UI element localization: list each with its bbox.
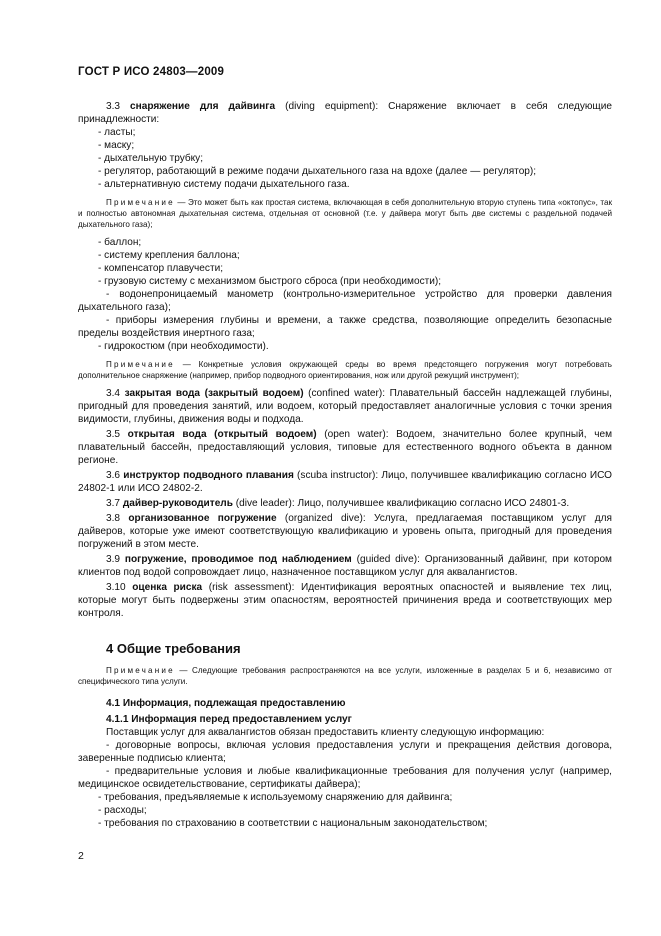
definition-3-10 bbox=[78, 581, 612, 620]
list-item: - предварительные условия и любые квалификационные требования для получения услуг (например, медицинское освидетельствование, сертификаты дайвера); bbox=[78, 766, 612, 790]
note-text: — Это может быть как простая система, включающая в себя дополнительную вторую ступень типа «октопус», так и полностью автономная дыхательная система, отдельная от основной (т.е. у дайвера могут быть две системы с раздельной подачей дыхательного газа); bbox=[78, 198, 612, 229]
list-item: - маску; bbox=[98, 140, 135, 151]
list-item: - договорные вопросы, включая условия предоставления услуги и прекращения действия договора, заверенные подписью клиента; bbox=[78, 740, 612, 764]
list-item: - требования, предъявляемые к используемому снаряжению для дайвинга; bbox=[98, 792, 453, 803]
def-english: (confined water) bbox=[308, 388, 383, 399]
subsection-4-1-1-title: 4.1.1 Информация перед предоставлением услуг bbox=[106, 714, 352, 725]
def-english: (guided dive) bbox=[356, 554, 418, 565]
list-item: - приборы измерения глубины и времени, а также средства, позволяющие определить безопасные пределы воздействия инертного газа; bbox=[78, 315, 612, 339]
list-item: - гидрокостюм (при необходимости). bbox=[98, 341, 269, 352]
def-english: (open water) bbox=[324, 429, 386, 440]
def-text: : Организованный дайвинг, при котором клиентов под водой сопровождает лицо, назначенное поставщиком услуг для аквалангистов. bbox=[78, 554, 612, 578]
def-term: снаряжение для дайвинга bbox=[130, 101, 276, 112]
list-item: - систему крепления баллона; bbox=[98, 250, 240, 261]
list-item: - ласты; bbox=[98, 127, 136, 138]
def-number: 3.9 bbox=[106, 554, 121, 565]
def-number: 3.6 bbox=[106, 470, 121, 481]
def-number: 3.3 bbox=[106, 101, 121, 112]
list-item: - регулятор, работающий в режиме подачи дыхательного газа на вдохе (далее — регулятор); bbox=[98, 166, 537, 177]
def-english: (diving equipment) bbox=[285, 101, 376, 112]
definition-3-9 bbox=[78, 553, 612, 579]
note-2 bbox=[78, 359, 612, 381]
list-item: - требования по страхованию в соответствии с национальным законодательством; bbox=[98, 818, 488, 829]
def-number: 3.5 bbox=[106, 429, 121, 440]
list-item: - компенсатор плавучести; bbox=[98, 263, 224, 274]
def-english: (organized dive) bbox=[284, 513, 363, 524]
def-text: : Лицо, получившее квалификацию согласно ИСО 24801-3. bbox=[291, 498, 570, 509]
definition-3-5 bbox=[78, 428, 612, 467]
def-term: дайвер-руководитель bbox=[122, 498, 233, 509]
list-item: - дыхательную трубку; bbox=[98, 153, 204, 164]
list-item: - альтернативную систему подачи дыхательного газа. bbox=[98, 179, 350, 190]
def-text: : Водоем, значительно более крупный, чем плавательный бассейн, предоставляющий условия, типовые для естественного водного объекта в данном регионе. bbox=[78, 429, 613, 466]
note-text: — Следующие требования распространяются на все услуги, изложенные в разделах 5 и 6, независимо от специфического типа услуги. bbox=[78, 666, 612, 686]
note-label: Примечание bbox=[106, 198, 175, 207]
note-3 bbox=[78, 665, 612, 687]
def-english: (dive leader) bbox=[235, 498, 292, 509]
def-term: инструктор подводного плавания bbox=[123, 470, 294, 481]
def-term: закрытая вода (закрытый водоем) bbox=[124, 388, 304, 399]
def-number: 3.4 bbox=[106, 388, 121, 399]
def-term: оценка риска bbox=[132, 582, 203, 593]
def-text: : Снаряжение включает в себя следующие принадлежности: bbox=[78, 101, 612, 125]
definition-3-6 bbox=[78, 469, 612, 495]
def-number: 3.8 bbox=[106, 513, 121, 524]
def-english: (risk assessment) bbox=[208, 582, 292, 593]
def-text: : Лицо, получившее квалификацию согласно ИСО 24802-1 или ИСО 24802-2. bbox=[78, 470, 612, 494]
def-text: : Услуга, предлагаемая поставщиком услуг для дайверов, которые уже имеют соответствующую квалификацию и уровень опыта, пригодный для проведения погружений в этом месте. bbox=[78, 513, 612, 550]
def-number: 3.7 bbox=[106, 498, 121, 509]
list-item: - грузовую систему с механизмом быстрого сброса (при необходимости); bbox=[98, 276, 442, 287]
def-text: : Идентификация вероятных опасностей и выявление тех лиц, которые могут быть подвержены этим опасностям, вероятностей причинения вреда и соответствующих мер контроля. bbox=[78, 582, 612, 619]
list-item: - водонепроницаемый манометр (контрольно-измерительное устройство для проверки давления дыхательного газа); bbox=[78, 289, 612, 313]
note-1 bbox=[78, 197, 612, 230]
def-term: организованное погружение bbox=[128, 513, 277, 524]
document-header: ГОСТ Р ИСО 24803—2009 bbox=[78, 66, 225, 78]
def-english: (scuba instructor) bbox=[297, 470, 376, 481]
note-label: Примечание bbox=[106, 666, 175, 675]
page-number: 2 bbox=[78, 850, 84, 862]
intro-paragraph: Поставщик услуг для аквалангистов обязан предоставить клиенту следующую информацию: bbox=[106, 727, 545, 738]
note-text: — Конкретные условия окружающей среды во время предстоящего погружения могут потребовать дополнительное снаряжение (например, прибор подводного ориентирования, нож или другой режущий инструмент); bbox=[78, 360, 612, 380]
definition-3-3 bbox=[78, 100, 612, 126]
document-body bbox=[78, 100, 612, 830]
list-item: - баллон; bbox=[98, 237, 142, 248]
definition-3-8 bbox=[78, 512, 612, 551]
section-4-title: 4 Общие требования bbox=[106, 641, 241, 656]
definition-3-4 bbox=[78, 387, 612, 426]
definition-3-7 bbox=[78, 497, 612, 510]
def-term: открытая вода (открытый водоем) bbox=[127, 429, 317, 440]
subsection-4-1-title: 4.1 Информация, подлежащая предоставлению bbox=[106, 698, 346, 709]
def-number: 3.10 bbox=[106, 582, 126, 593]
def-term: погружение, проводимое под наблюдением bbox=[124, 554, 352, 565]
def-text: : Плавательный бассейн надлежащей глубины, пригодный для проведения занятий, или водоем, который предоставляет аналогичные условия с точки зрения видимости, глубины, движения воды и подхода. bbox=[78, 388, 612, 425]
list-item: - расходы; bbox=[98, 805, 147, 816]
note-label: Примечание bbox=[106, 360, 175, 369]
